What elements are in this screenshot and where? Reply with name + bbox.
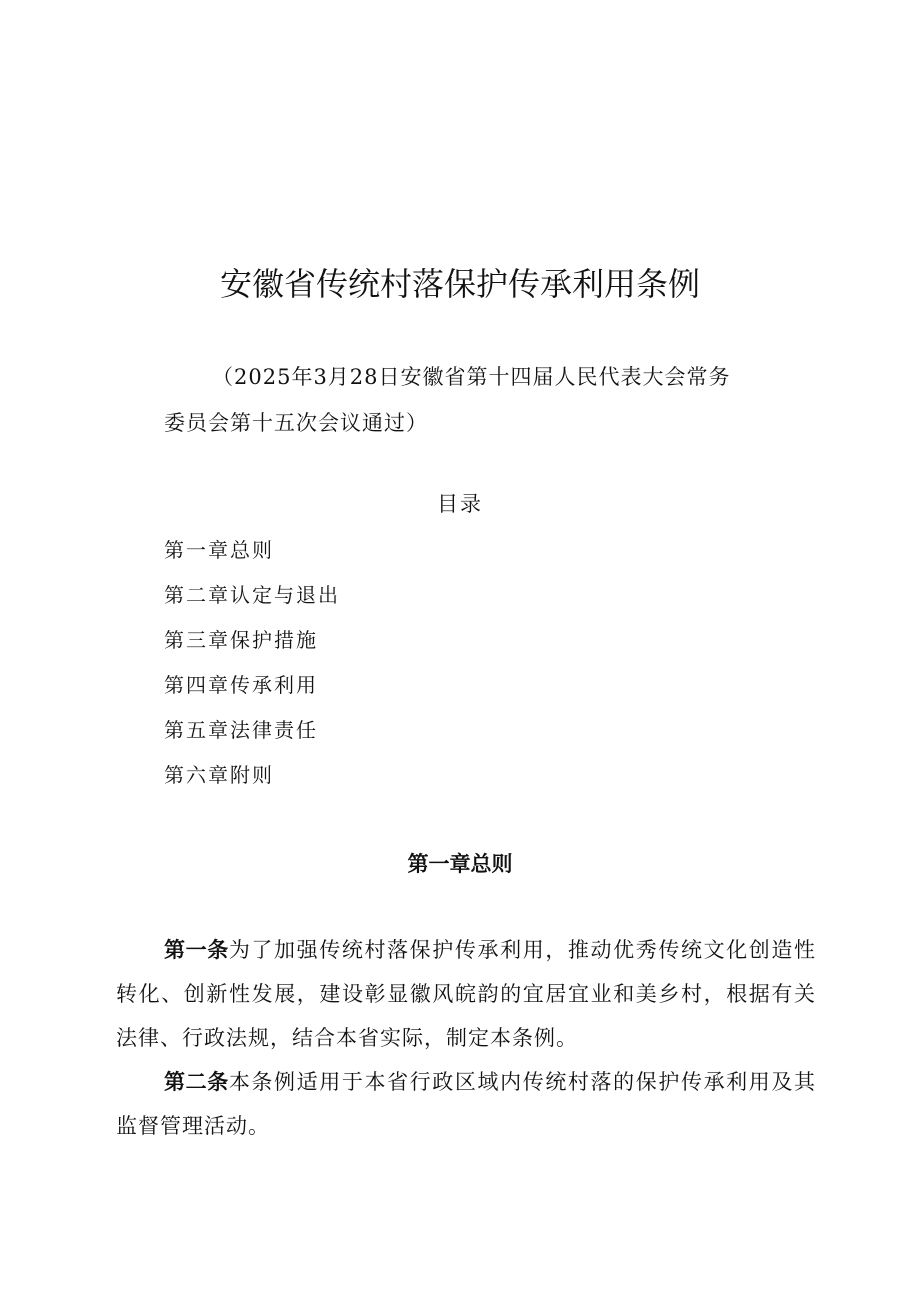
article-1-label: 第一条 <box>164 938 229 962</box>
document-title: 安徽省传统村落保护传承利用条例 <box>219 265 700 303</box>
chapter-heading: 第一章总则 <box>407 852 513 876</box>
toc-item-chapter-6: 第六章附则 <box>164 763 274 787</box>
toc-item-chapter-2: 第二章认定与退出 <box>164 583 340 607</box>
table-of-contents <box>164 530 340 800</box>
article-2-label: 第二条 <box>164 1070 229 1094</box>
article-1 <box>116 928 816 1060</box>
adoption-note: （2025年3月28日安徽省第十四届人民代表大会常务委员会第十五次会议通过） <box>164 365 731 435</box>
article-1-text: 为了加强传统村落保护传承利用，推动优秀传统文化创造性转化、创新性发展，建设彰显徽风皖韵的宜居宜业和美乡村，根据有关法律、行政法规，结合本省实际，制定本条例。 <box>116 938 817 1050</box>
article-2 <box>116 1060 816 1148</box>
toc-item-chapter-4: 第四章传承利用 <box>164 673 318 697</box>
article-2-text: 本条例适用于本省行政区域内传统村落的保护传承利用及其监督管理活动。 <box>116 1070 817 1138</box>
toc-item-chapter-1: 第一章总则 <box>164 538 274 562</box>
articles <box>116 928 816 1148</box>
toc-item-chapter-3: 第三章保护措施 <box>164 628 318 652</box>
toc-item-chapter-5: 第五章法律责任 <box>164 718 318 742</box>
toc-heading: 目录 <box>437 492 483 516</box>
